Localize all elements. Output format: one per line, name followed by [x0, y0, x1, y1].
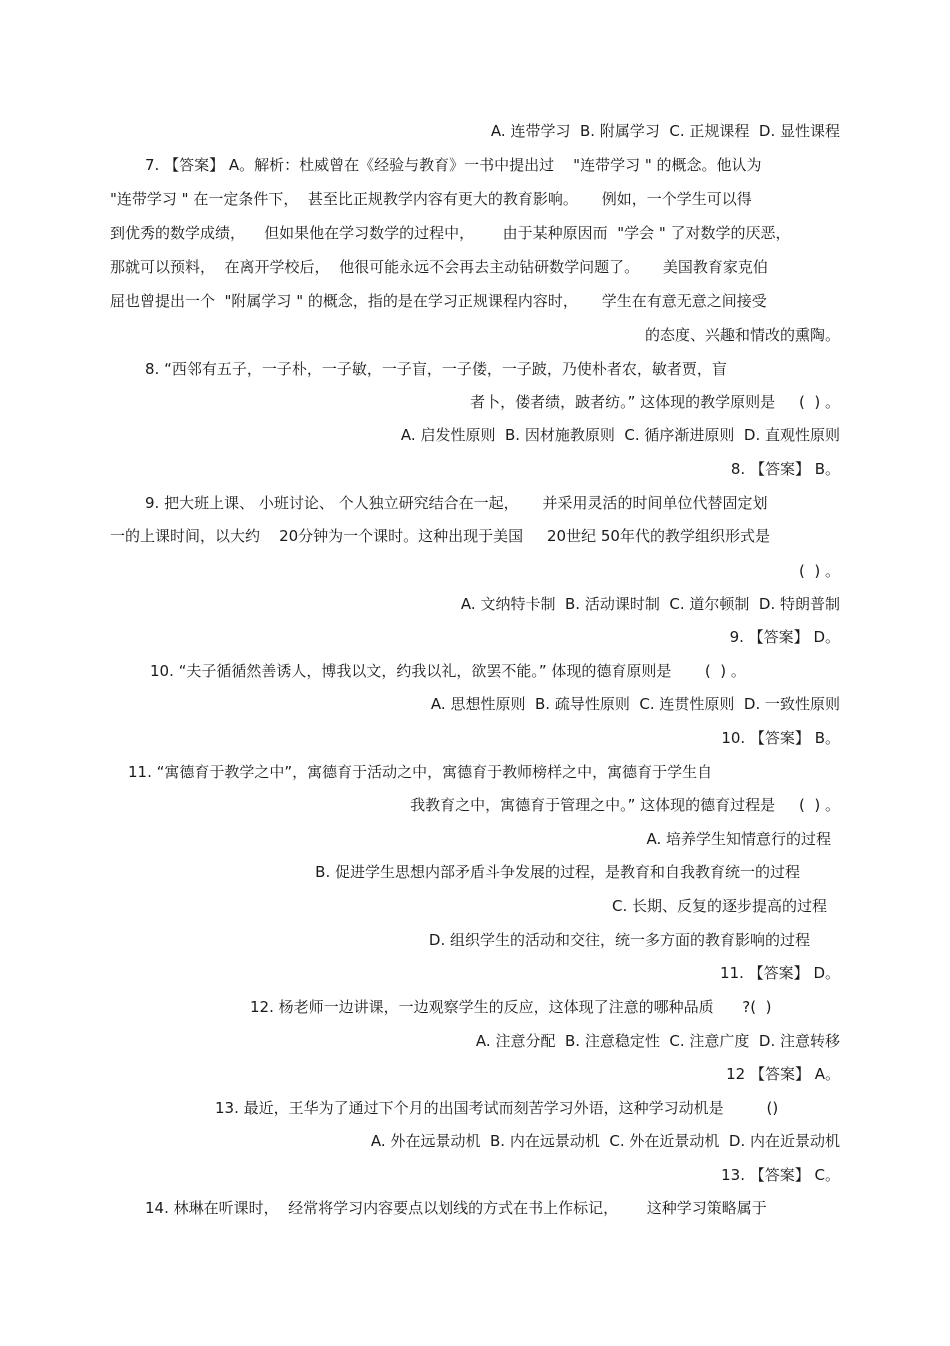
q13-answer: 13. 【答案】 C。 — [721, 1166, 840, 1184]
q11-option-a: A. 培养学生知情意行的过程 — [646, 830, 831, 848]
q13-options: A. 外在远景动机 B. 内在远景动机 C. 外在近景动机 D. 内在近景动机 — [370, 1132, 840, 1150]
q9-question-line1: 9. 把大班上课、 小班讨论、 个人独立研究结合在一起， 并采用灵活的时间单位代替固定划 — [145, 494, 768, 512]
q10-question: 10. “夫子循循然善诱人，博我以文，约我以礼，欲罢不能。” 体现的德育原则是 ( ) 。 — [150, 662, 746, 680]
q7-answer-line6: 的态度、兴趣和情改的熏陶。 — [644, 326, 840, 344]
q9-options: A. 文纳特卡制 B. 活动课时制 C. 道尔顿制 D. 特朗普制 — [460, 595, 840, 613]
q12-options: A. 注意分配 B. 注意稳定性 C. 注意广度 D. 注意转移 — [475, 1032, 840, 1050]
q10-answer: 10. 【答案】 B。 — [721, 729, 840, 747]
q10-options: A. 思想性原则 B. 疏导性原则 C. 连贯性原则 D. 一致性原则 — [430, 695, 840, 713]
q11-option-d: D. 组织学生的活动和交往，统一多方面的教育影响的过程 — [428, 931, 810, 949]
q13-question: 13. 最近，王华为了通过下个月的出国考试而刻苦学习外语，这种学习动机是 () — [215, 1099, 779, 1117]
q7-answer-line5: 屈也曾提出一个 "附属学习 " 的概念，指的是在学习正规课程内容时， 学生在有意无意之间接受 — [110, 292, 767, 310]
q7-answer-line2: "连带学习 " 在一定条件下， 甚至比正规教学内容有更大的教育影响。 例如，一个学生可以得 — [110, 190, 752, 208]
q8-options: A. 启发性原则 B. 因材施教原则 C. 循序渐进原则 D. 直观性原则 — [400, 426, 840, 444]
q9-question-line2: 一的上课时间，以大约 20分钟为一个课时。这种出现于美国 20世纪 50年代的教学组织形式是 — [110, 527, 770, 545]
q8-question-line2: 者卜，偻者绩，跛者纺。” 这体现的教学原则是 ( ) 。 — [470, 393, 840, 411]
q9-question-line3: ( ) 。 — [798, 562, 840, 580]
q7-answer-line4: 那就可以预料， 在离开学校后， 他很可能永远不会再去主动钻研数学问题了。 美国教育家克伯 — [110, 258, 768, 276]
q7-answer-line3: 到优秀的数学成绩， 但如果他在学习数学的过程中， 由于某种原因而 "学会 " 了对数学的厌恶， — [110, 224, 791, 242]
q11-answer: 11. 【答案】 D。 — [720, 964, 840, 982]
q9-answer: 9. 【答案】 D。 — [729, 628, 840, 646]
q6-options: A. 连带学习 B. 附属学习 C. 正规课程 D. 显性课程 — [490, 122, 840, 140]
q14-question: 14. 林琳在听课时， 经常将学习内容要点以划线的方式在书上作标记， 这种学习策略属于 — [145, 1199, 767, 1217]
q11-question-line2: 我教育之中，寓德育于管理之中。” 这体现的德育过程是 ( ) 。 — [410, 796, 840, 814]
q11-option-c: C. 长期、反复的逐步提高的过程 — [611, 897, 827, 915]
q8-answer: 8. 【答案】 B。 — [730, 460, 840, 478]
q11-option-b: B. 促进学生思想内部矛盾斗争发展的过程，是教育和自我教育统一的过程 — [315, 863, 800, 881]
q7-answer-line1: 7. 【答案】 A。解析：杜威曾在《经验与教育》一书中提出过 "连带学习 " 的概念。他认为 — [145, 156, 762, 174]
q8-question-line1: 8. “西邻有五子，一子朴，一子敏，一子盲，一子偻，一子跛，乃使朴者农，敏者贾，盲 — [145, 360, 727, 378]
q12-answer: 12 【答案】 A。 — [726, 1065, 840, 1083]
q12-question: 12. 杨老师一边讲课，一边观察学生的反应，这体现了注意的哪种品质 ?( ) — [250, 998, 772, 1016]
q11-question-line1: 11. “寓德育于教学之中”，寓德育于活动之中，寓德育于教师榜样之中，寓德育于学生自 — [128, 763, 713, 781]
